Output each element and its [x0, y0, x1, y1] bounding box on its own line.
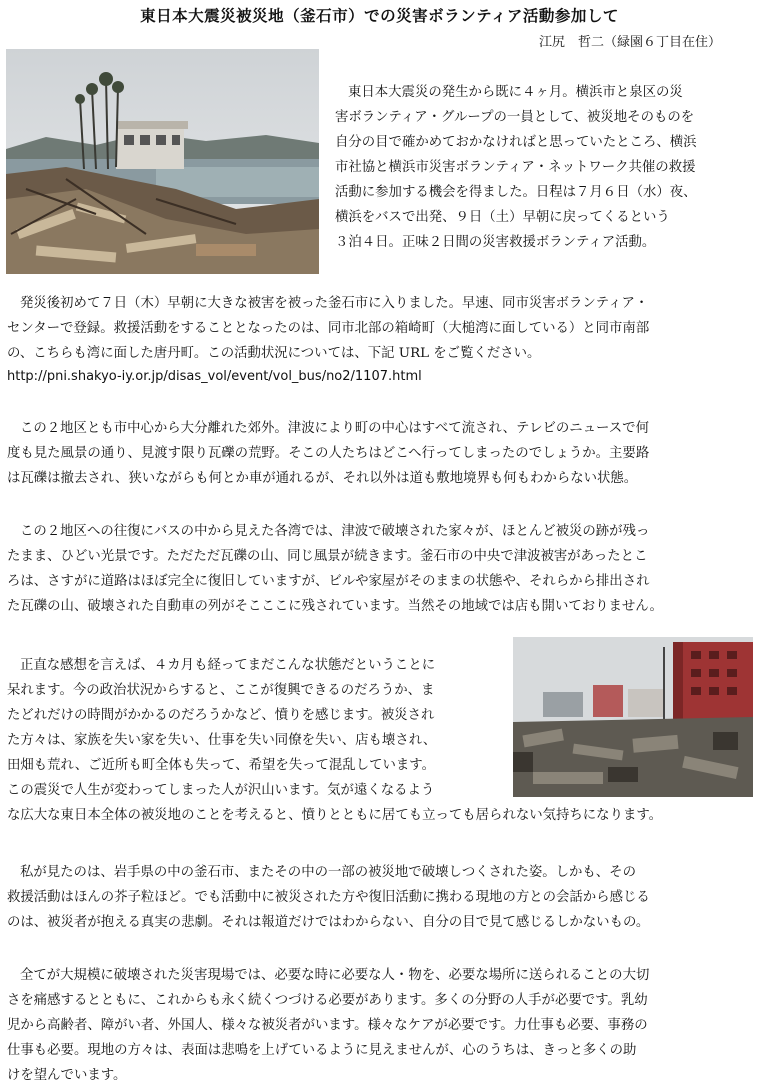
paragraph-line: ろは、さすがに道路はほぼ完全に復旧していますが、ビルや家屋がそのままの状態や、それらから排出され — [7, 574, 650, 589]
paragraph-line: た瓦礫の山、破壊された自動車の列がそこここに残されています。当然その地域では店も開いておりません。 — [7, 599, 663, 614]
paragraph-2 — [7, 291, 649, 366]
paragraph-line: 救援活動はほんの芥子粒ほど。でも活動中に被災された方や復旧活動に携わる現地の方との会話から感じる — [7, 890, 650, 905]
paragraph-line: 自分の目で確かめておかなければと思っていたところ、横浜 — [335, 135, 697, 150]
paragraph-line: ３泊４日。正味２日間の災害救援ボランティア活動。 — [335, 235, 656, 250]
paragraph-line: この震災で人生が変わってしまった人が沢山います。気が遠くなるよう — [7, 783, 435, 798]
paragraph-line: 児から高齢者、障がい者、外国人、様々な被災者がいます。様々なケアが必要です。力仕事も必要、事務の — [7, 1018, 648, 1033]
paragraph-line: 発災後初めて７日（木）早朝に大きな被害を被った釜石市に入りました。早速、同市災害ボランティア・ — [20, 296, 649, 311]
author-line: 江尻 哲二（緑園６丁目在住） — [538, 35, 721, 50]
paragraph-line: 東日本大震災の発生から既に４ヶ月。横浜市と泉区の災 — [348, 85, 683, 100]
paragraph-line: の、こちらも湾に面した唐丹町。この活動状況については、下記 URL をご覧ください。 — [7, 346, 541, 361]
paragraph-line: この２地区への往復にバスの中から見えた各湾では、津波で破壊された家々が、ほとんど被災の跡が残っ — [20, 524, 650, 539]
paragraph-line: たまま、ひどい光景です。ただただ瓦礫の山、同じ風景が続きます。釜石市の中央で津波被害があったとこ — [7, 549, 648, 564]
paragraph-line: センターで登録。救援活動をすることとなったのは、同市北部の箱崎町（大槌湾に面している）と同市南部 — [7, 321, 650, 336]
paragraph-line: 全てが大規模に破壊された災害現場では、必要な時に必要な人・物を、必要な場所に送られることの大切 — [20, 968, 650, 983]
paragraph-line: 私が見たのは、岩手県の中の釜石市、またその中の一部の被災地で破壊しつくされた姿。しかも、その — [20, 865, 636, 880]
paragraph-line: けを望んでいます。 — [7, 1068, 127, 1083]
paragraph-line: さを痛感するとともに、これからも永く続くつづける必要があります。多くの分野の人手が必要です。乳幼 — [7, 993, 648, 1008]
paragraph-line: 害ボランティア・グループの一員として、被災地そのものを — [335, 110, 695, 125]
paragraph-line: 正直な感想を言えば、４カ月も経ってまだこんな状態だということに — [20, 658, 436, 673]
paragraph-line: 田畑も荒れ、ご近所も町全体も失って、希望を失って混乱しています。 — [7, 758, 435, 773]
paragraph-line: た方々は、家族を失い家を失い、仕事を失い同僚を失い、店も壊され、 — [7, 733, 437, 748]
paragraph-line: 横浜をバスで出発、９日（土）早朝に戻ってくるという — [335, 210, 670, 225]
paragraph-6 — [7, 860, 650, 935]
paragraph-line: な広大な東日本全体の被災地のことを考えると、憤りとともに居ても立っても居られない気持ちになります。 — [7, 808, 663, 823]
paragraph-line: 呆れます。今の政治状況からすると、ここが復興できるのだろうか、ま — [7, 683, 435, 698]
paragraph-4 — [7, 519, 663, 619]
paragraph-line: この２地区とも市中心から大分離れた郊外。津波により町の中心はすべて流され、テレビのニュースで何 — [20, 421, 649, 436]
page-title: 東日本大震災被災地（釜石市）での災害ボランティア活動参加して — [140, 6, 619, 25]
disaster-photo-top-left — [6, 49, 319, 274]
paragraph-line: 仕事も必要。現地の方々は、表面は悲鳴を上げているように見えませんが、心のうちは、きっと多くの助 — [7, 1043, 637, 1058]
paragraph-5 — [7, 653, 662, 828]
paragraph-line: 度も見た風景の通り、見渡す限り瓦礫の荒野。そこの人たちはどこへ行ってしまったのでしょうか。主要路 — [7, 446, 650, 461]
paragraph-line: たどれだけの時間がかかるのだろうかなど、憤りを感じます。被災され — [7, 708, 435, 723]
paragraph-line: は瓦礫は撤去され、狭いながらも何とか車が通れるが、それ以外は道も敷地境界も何もわからない状態。 — [7, 471, 638, 486]
paragraph-1 — [335, 80, 697, 255]
paragraph-3 — [7, 416, 649, 491]
paragraph-line: 活動に参加する機会を得ました。日程は７月６日（水）夜、 — [335, 185, 697, 200]
paragraph-line: 市社協と横浜市災害ボランティア・ネットワーク共催の救援 — [335, 160, 696, 175]
activity-url-link[interactable]: http://pni.shakyo-iy.or.jp/disas_vol/event/vol_bus/no2/1107.html — [7, 369, 422, 384]
paragraph-line: のは、被災者が抱える真実の悲劇。それは報道だけではわからない、自分の目で見て感じるしかないもの。 — [7, 915, 650, 930]
paragraph-7 — [7, 963, 649, 1088]
